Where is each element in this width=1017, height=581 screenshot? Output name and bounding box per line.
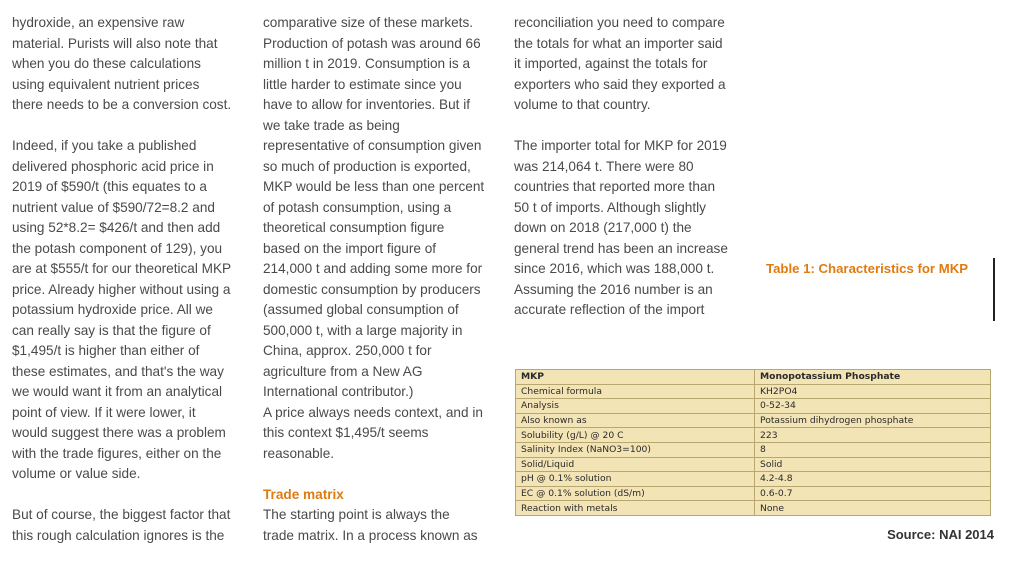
paragraph: Indeed, if you take a published delivered phosphoric acid price in 2019 of $590/t (this equates to a nutrient value of $590/72=8.2 and using 52*8.2= $426/t and then add the potash component of 129), you are at $555/t for our theoretical MKP price. Already higher without using a potassium hydroxide price. All we can really say is that the figure of $1,495/t is higher than either of these estimates, and that's the way we would want it from an analytical point of view. If it were lower, it would suggest there was a problem with the trade figures, either on the volume or value side. (12, 138, 232, 481)
paragraph: But of course, the biggest factor that this rough calculation ignores is the (12, 507, 231, 543)
text-column-2 (263, 13, 499, 546)
text-column-1 (12, 13, 247, 546)
table-cell-property: pH @ 0.1% solution (516, 472, 755, 487)
table-cell-property: EC @ 0.1% solution (dS/m) (516, 486, 755, 501)
table-row (516, 472, 991, 487)
paragraph: The importer total for MKP for 2019 was 214,064 t. There were 80 countries that reported more than 50 t of imports. Although slightly down on 2018 (217,000 t) the general trend has been an increase since 2016, which was 188,000 t. Assuming the 2016 number is an accurate reflection of the import (514, 138, 728, 317)
table-cell-value: KH2PO4 (755, 384, 991, 399)
caption-divider (993, 258, 995, 321)
table-cell-value: None (755, 501, 991, 516)
paragraph: comparative size of these markets. Production of potash was around 66 million t in 2019. Consumption is a little harder to estimate since you have to allow for inventories. But if we take trade as being representative of consumption given so much of production is exported, MKP would be less than one percent of potash consumption, using a theoretical consumption figure based on the import figure of 214,000 t and adding some more for domestic consumption by producers (assumed global consumption of 500,000 t, with a large majority in China, approx. 250,000 t for agriculture from a New AG International contributor.) (263, 15, 485, 399)
table-cell-property: Also known as (516, 413, 755, 428)
table-row (516, 384, 991, 399)
table-cell-value: Potassium dihydrogen phosphate (755, 413, 991, 428)
section-heading-trade-matrix: Trade matrix (263, 486, 344, 502)
table-cell-value: 0-52-34 (755, 399, 991, 414)
table-row (516, 413, 991, 428)
table-row (516, 486, 991, 501)
table-row (516, 428, 991, 443)
table-cell-property: Analysis (516, 399, 755, 414)
table-header-row (516, 370, 991, 385)
table-row (516, 399, 991, 414)
text-column-3 (514, 13, 746, 321)
table-row (516, 501, 991, 516)
table-row (516, 457, 991, 472)
paragraph: The starting point is always the trade matrix. In a process known as (263, 507, 478, 543)
table-cell-value: 4.2-4.8 (755, 472, 991, 487)
table-row (516, 442, 991, 457)
paragraph: reconciliation you need to compare the totals for what an importer said it imported, against the totals for exporters who said they exported a volume to that country. (514, 15, 726, 112)
table-cell-property: Reaction with metals (516, 501, 755, 516)
table-caption: Table 1: Characteristics for MKP (766, 261, 969, 276)
table-header-cell: MKP (516, 370, 755, 385)
paragraph: A price always needs context, and in this context $1,495/t seems reasonable. (263, 404, 483, 461)
table-cell-property: Solid/Liquid (516, 457, 755, 472)
table-source-note: Source: NAI 2014 (887, 527, 994, 542)
table-cell-value: 0.6-0.7 (755, 486, 991, 501)
table-cell-value: Solid (755, 457, 991, 472)
table-cell-value: 8 (755, 442, 991, 457)
table-cell-property: Chemical formula (516, 384, 755, 399)
table-cell-value: 223 (755, 428, 991, 443)
table-cell-property: Salinity Index (NaNO3=100) (516, 442, 755, 457)
mkp-characteristics-table (515, 369, 991, 516)
table-cell-property: Solubility (g/L) @ 20 C (516, 428, 755, 443)
table-header-cell: Monopotassium Phosphate (755, 370, 991, 385)
paragraph: hydroxide, an expensive raw material. Purists will also note that when you do these calculations using equivalent nutrient prices there needs to be a conversion cost. (12, 15, 232, 112)
